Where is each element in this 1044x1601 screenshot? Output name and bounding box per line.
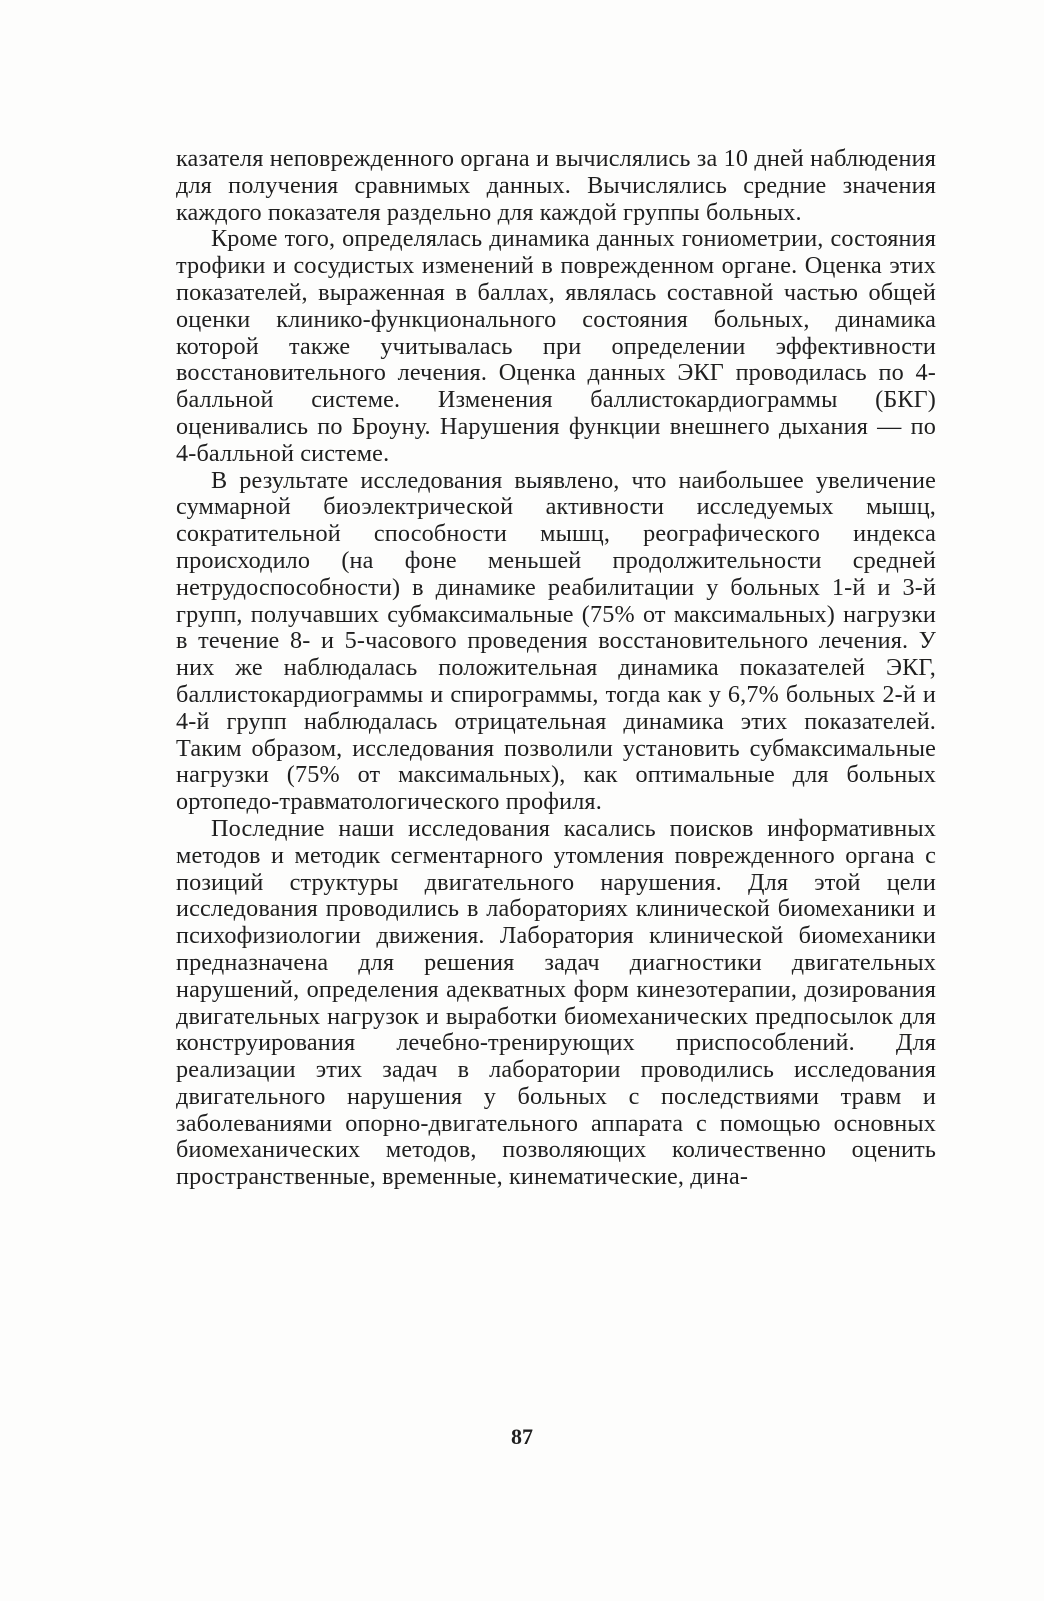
paragraph-dynamics: Кроме того, определялась динамика данных гониометрии, состояния трофики и сосудистых изменений в поврежденном органе. Оценка этих показателей, выраженная в баллах, являлась составной частью общей оценки клинико-функционального состояния больных, динамика которой также учитывалась при определении эффективности восстановительного лечения. Оценка данных ЭКГ проводилась по 4-балльной системе. Изменения баллистокардиограммы (БКГ) оценивались по Броуну. Нарушения функции внешнего дыхания — по 4-балльной системе. (176, 225, 936, 467)
paragraph-research: Последние наши исследования касались поисков информативных методов и методик сегментарного утомления поврежденного органа с позиций структуры двигательного нарушения. Для этой цели исследования проводились в лабораториях клинической биомеханики и психофизиологии движения. Лаборатория клинической биомеханики предназначена для решения задач диагностики двигательных нарушений, определения адекватных форм кинезотерапии, дозирования двигательных нагрузок и выработки биомеханических предпосылок для конструирования лечебно-тренирующих приспособлений. Для реализации этих задач в лаборатории проводились исследования двигательного нарушения у больных с последствиями травм и заболеваниями опорно-двигательного аппарата с помощью основных биомеханических методов, позволяющих количественно оценить пространственные, временные, кинематические, дина- (176, 814, 936, 1191)
paragraph-continuation: казателя неповрежденного органа и вычислялись за 10 дней наблюдения для получения сравнимых данных. Вычислялись средние значения каждого показателя раздельно для каждой группы больных. (176, 145, 936, 226)
page-number: 87 (511, 1424, 533, 1449)
body-text (176, 146, 936, 1191)
paragraph-results: В результате исследования выявлено, что наибольшее увеличение суммарной биоэлектрической активности исследуемых мышц, сократительной способности мышц, реографического индекса происходило (на фоне меньшей продолжительности средней нетрудоспособности) в динамике реабилитации у больных 1-й и 3-й групп, получавших субмаксимальные (75% от максимальных) нагрузки в течение 8- и 5-часового проведения восстановительного лечения. У них же наблюдалась положительная динамика показателей ЭКГ, баллистокардиограммы и спирограммы, тогда как у 6,7% больных 2-й и 4-й групп наблюдалась отрицательная динамика этих показателей. Таким образом, исследования позволили установить субмаксимальные нагрузки (75% от максимальных), как оптимальные для больных ортопедо-травматологического профиля. (176, 466, 936, 816)
